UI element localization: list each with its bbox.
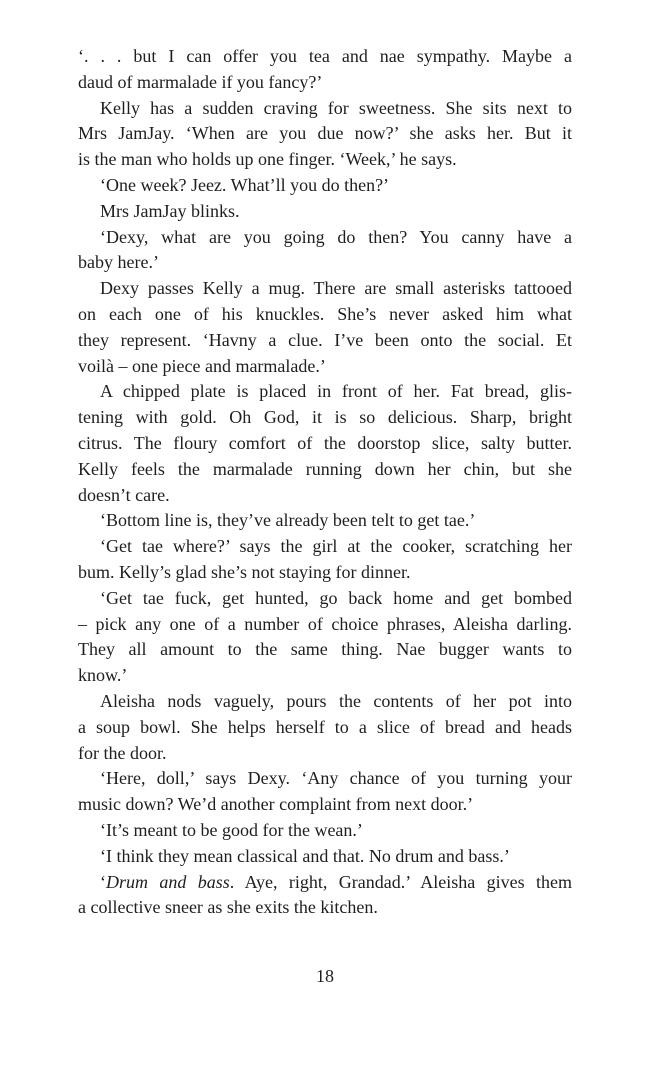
text-line: they represent. ‘Havny a clue. I’ve been onto the social. Et [78,329,572,350]
text-line: Dexy passes Kelly a mug. There are small asterisks tattooed [100,278,572,299]
text-line: ‘Bottom line is, they’ve already been telt to get tae.’ [100,510,476,531]
paragraph [78,199,572,225]
paragraph [78,44,572,96]
text-line: Aleisha nods vaguely, pours the contents of her pot into [100,690,572,711]
text-line: doesn’t care. [78,484,170,505]
paragraph [78,225,572,277]
text-line: ‘One week? Jeez. What’ll you do then?’ [100,174,390,195]
paragraph [78,508,572,534]
paragraph [78,276,572,379]
text-line: tening with gold. Oh God, it is so delicious. Sharp, bright [78,407,572,428]
paragraph [78,689,572,766]
paragraph [78,96,572,173]
text-line: A chipped plate is placed in front of her. Fat bread, glis- [100,381,572,402]
text-line: Mrs JamJay blinks. [100,200,240,221]
text-line: ‘It’s meant to be good for the wean.’ [100,819,363,840]
text-line: ‘Get tae where?’ says the girl at the cooker, scratching her [100,536,572,557]
italic-text: Drum and bass [106,871,230,892]
text-line: Mrs JamJay. ‘When are you due now?’ she asks her. But it [78,123,572,144]
text-line: Kelly feels the marmalade running down her chin, but she [78,458,572,479]
text-line: – pick any one of a number of choice phrases, Aleisha darling. [78,613,572,634]
text-line: for the door. [78,742,167,763]
page-number: 18 [316,966,334,986]
text-line: daud of marmalade if you fancy?’ [78,71,323,92]
text-segment: ‘ [100,871,106,892]
text-line [78,870,572,896]
paragraph [78,173,572,199]
text-segment: . Aye, right, Grandad.’ Aleisha gives them [229,871,573,892]
paragraph [78,870,572,922]
text-line: bum. Kelly’s glad she’s not staying for dinner. [78,561,411,582]
paragraph [78,844,572,870]
text-line: They all amount to the same thing. Nae bugger wants to [78,639,572,660]
paragraph [78,818,572,844]
paragraph [78,766,572,818]
text-line: is the man who holds up one finger. ‘Week,’ he says. [78,149,457,170]
text-line: Kelly has a sudden craving for sweetness. She sits next to [100,97,572,118]
text-line: voilà – one piece and marmalade.’ [78,355,326,376]
text-line: on each one of his knuckles. She’s never asked him what [78,303,572,324]
paragraph [78,586,572,689]
text-line: ‘. . . but I can offer you tea and nae sympathy. Maybe a [78,46,572,66]
text-line: a collective sneer as she exits the kitchen. [78,897,378,918]
text-line: music down? We’d another complaint from next door.’ [78,794,474,815]
text-line: citrus. The floury comfort of the doorstop slice, salty butter. [78,432,572,453]
paragraph [78,379,572,508]
text-line: know.’ [78,665,128,686]
paragraph [78,534,572,586]
body-text [78,44,572,921]
text-line: baby here.’ [78,252,159,273]
text-line: ‘Here, doll,’ says Dexy. ‘Any chance of you turning your [100,768,572,789]
text-line: ‘I think they mean classical and that. No drum and bass.’ [100,845,510,866]
text-line: a soup bowl. She helps herself to a slice of bread and heads [78,716,572,737]
text-line: ‘Get tae fuck, get hunted, go back home and get bombed [100,587,572,608]
text-line: ‘Dexy, what are you going do then? You canny have a [100,226,572,247]
